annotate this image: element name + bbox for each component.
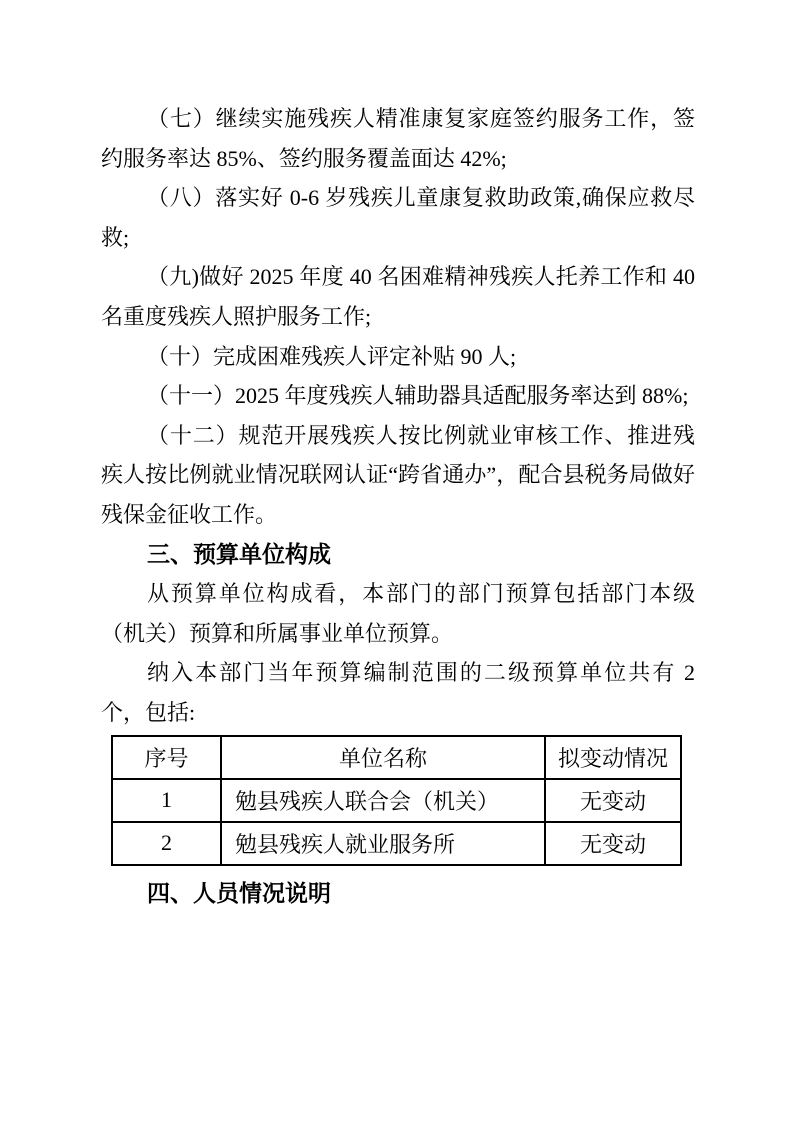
- section-heading-personnel: 四、人员情况说明: [147, 879, 331, 906]
- section-heading-budget-units: 三、预算单位构成: [147, 540, 331, 567]
- paragraph-item-11: （十一）2025 年度残疾人辅助器具适配服务率达到 88%;: [147, 383, 689, 409]
- column-header-index: 序号: [112, 736, 221, 779]
- cell-change-status: 无变动: [545, 779, 681, 822]
- table-row: [112, 779, 681, 822]
- cell-unit-name: 勉县残疾人联合会（机关）: [221, 779, 545, 822]
- cell-index: 2: [112, 822, 221, 865]
- cell-index: 1: [112, 779, 221, 822]
- cell-unit-name: 勉县残疾人就业服务所: [221, 822, 545, 865]
- table-row: [112, 822, 681, 865]
- paragraph-item-7: （七）继续实施残疾人精准康复家庭签约服务工作，签约服务率达 85%、签约服务覆盖面达 42%;: [101, 106, 695, 171]
- column-header-unit-name: 单位名称: [221, 736, 545, 779]
- column-header-change-status: 拟变动情况: [545, 736, 681, 779]
- paragraph-budget-scope: 纳入本部门当年预算编制范围的二级预算单位共有 2 个，包括:: [101, 660, 695, 725]
- paragraph-item-12: （十二）规范开展残疾人按比例就业审核工作、推进残疾人按比例就业情况联网认证“跨省通办”，配合县税务局做好残保金征收工作。: [101, 422, 695, 527]
- table-header-row: [112, 736, 681, 779]
- paragraph-budget-composition: 从预算单位构成看，本部门的部门预算包括部门本级（机关）预算和所属事业单位预算。: [101, 581, 695, 646]
- page-content: [101, 99, 695, 913]
- cell-change-status: 无变动: [545, 822, 681, 865]
- paragraph-item-10: （十）完成困难残疾人评定补贴 90 人;: [147, 343, 517, 369]
- paragraph-item-9: （九)做好 2025 年度 40 名困难精神残疾人托养工作和 40 名重度残疾人照护服务工作;: [101, 264, 695, 329]
- paragraph-item-8: （八）落实好 0-6 岁残疾儿童康复救助政策,确保应救尽救;: [101, 185, 695, 250]
- budget-units-table: [111, 735, 682, 866]
